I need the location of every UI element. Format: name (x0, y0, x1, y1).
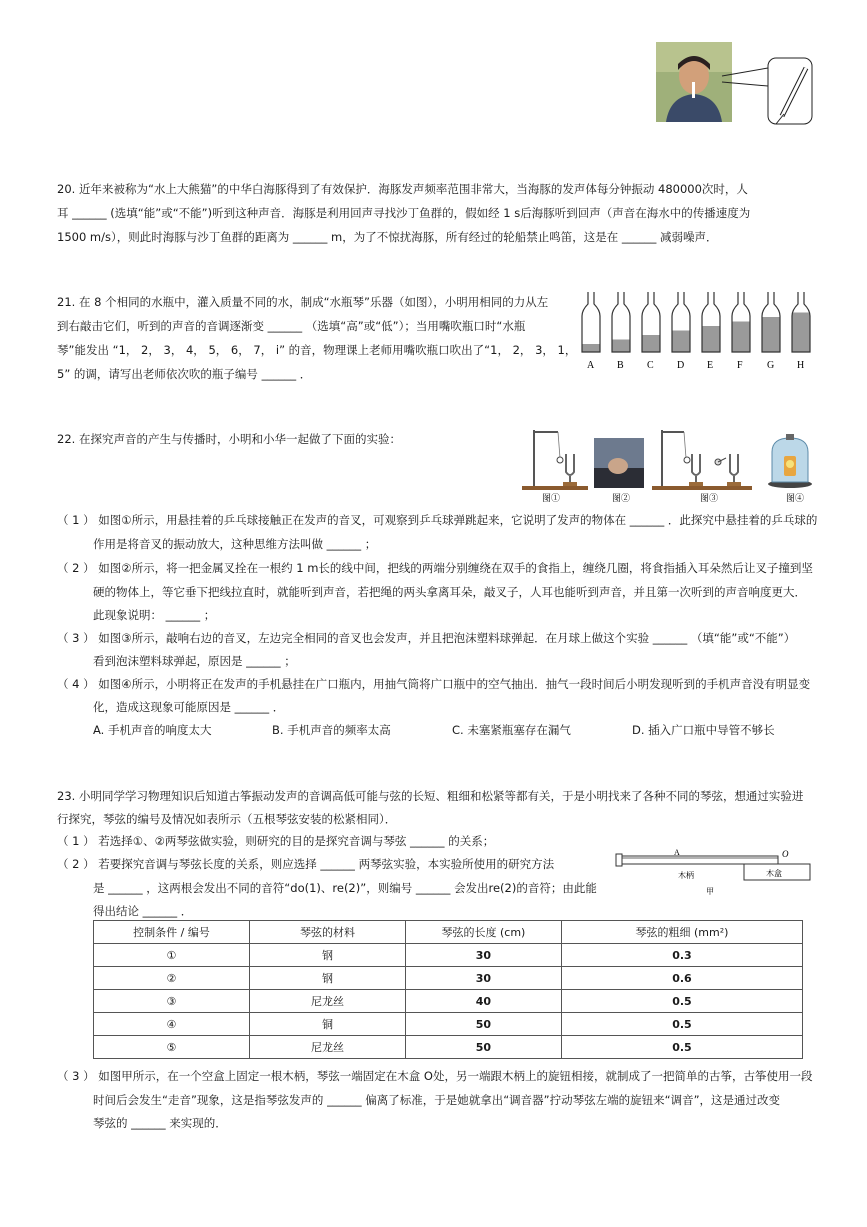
col-header-id: 控制条件 / 编号 (94, 921, 250, 944)
q22-option-a: A. 手机声音的响度太大 (93, 723, 212, 737)
figure-1 (522, 430, 588, 490)
cell-thickness: 0.6 (561, 967, 802, 990)
cell-thickness: 0.3 (561, 944, 802, 967)
cell-thickness: 0.5 (561, 1036, 802, 1059)
bottle-e (702, 292, 720, 371)
q22-part3-line-1: （ 3 ） 如图③所示，敲响右边的音叉，左边完全相同的音叉也会发声，并且把泡沫塑料球弹起．在月球上做这个实验 ______ （填“能”或“不能”） (57, 631, 796, 645)
cell-material: 钢 (249, 944, 405, 967)
cell-length: 50 (405, 1013, 561, 1036)
fig-label-2: 图② (612, 494, 631, 504)
table-row (94, 944, 803, 967)
q23-line-2: 行探究，琴弦的编号及情况如表所示（五根琴弦安装的松紧相同）． (57, 812, 397, 826)
q23-part1: （ 1 ） 若选择①、②两琴弦做实验，则研究的目的是探究音调与琴弦 ______ 的关系； (57, 834, 495, 848)
q20-line-1: 20. 近年来被称为“水上大熊猫”的中华白海豚得到了有效保护．海豚发声频率范围非常大，当海豚的发声体每分钟振动 480000次时，人 (57, 182, 748, 196)
q22-part1-line-1: （ 1 ） 如图①所示，用悬挂着的乒乓球接触正在发声的音叉，可观察到乒乓球弹跳起来，它说明了发声的物体在 ______ ．此探究中悬挂着的乒乓球的 (57, 513, 818, 527)
label-o: O (782, 849, 789, 859)
q20-line-3: 1500 m/s），则此时海豚与沙丁鱼群的距离为 ______ m，为了不惊扰海豚，所有经过的轮船禁止鸣笛，这是在 ______ 减弱噪声． (57, 230, 718, 244)
bottle-label: H (797, 360, 805, 371)
col-header-length: 琴弦的长度 (cm) (405, 921, 561, 944)
q23-part2-line-3: 得出结论 ______ ． (93, 904, 193, 918)
cell-id: ③ (94, 990, 250, 1013)
figure-caption: 甲 (706, 887, 714, 896)
cell-id: ④ (94, 1013, 250, 1036)
fig-label-4: 图④ (786, 494, 805, 504)
cell-id: ② (94, 967, 250, 990)
q21-line-1: 21. 在 8 个相同的水瓶中，灌入质量不同的水，制成“水瓶琴”乐器（如图），小明用相同的力从左 (57, 295, 549, 309)
q23-part2-line-1: （ 2 ） 若要探究音调与琴弦长度的关系，则应选择 ______ 两琴弦实验，本实验所使用的研究方法 (57, 857, 555, 871)
q22-intro: 22. 在探究声音的产生与传播时，小明和小华一起做了下面的实验： (57, 432, 401, 446)
q22-part2-line-3: 此现象说明： ______ ； (93, 608, 216, 622)
cell-length: 50 (405, 1036, 561, 1059)
label-box: 木盒 (766, 869, 782, 878)
fig-label-1: 图① (542, 494, 561, 504)
water-bottles-figure (576, 288, 816, 374)
col-header-thickness: 琴弦的粗细 (mm²) (561, 921, 802, 944)
bottle-label: A (587, 360, 595, 371)
bottle-label: D (677, 360, 685, 371)
bottle-b (612, 292, 630, 371)
cell-length: 30 (405, 967, 561, 990)
q23-part3-line-2: 时间后会发生“走音”现象，这是指琴弦发声的 ______ 偏离了标准，于是她就拿出“调音器”拧动琴弦左端的旋钮来“调音”，这是通过改变 (93, 1093, 781, 1107)
q22-part1-line-2: 作用是将音叉的振动放大，这种思维方法叫做 ______ ； (93, 537, 377, 551)
q23-line-1: 23. 小明同学学习物理知识后知道古筝振动发声的音调高低可能与弦的长短、粗细和松紧等都有关，于是小明找来了各种不同的琴弦，想通过实验进 (57, 789, 804, 803)
bottle-f (732, 292, 750, 371)
table-row (94, 1036, 803, 1059)
q22-option-d: D. 插入广口瓶中导管不够长 (632, 723, 775, 737)
label-a: A (674, 848, 680, 857)
bottle-label: B (617, 360, 624, 371)
cell-id: ⑤ (94, 1036, 250, 1059)
table-row (94, 967, 803, 990)
q22-part4-line-1: （ 4 ） 如图④所示，小明将正在发声的手机悬挂在广口瓶内，用抽气筒将广口瓶中的空气抽出．抽气一段时间后小明发现听到的手机声音没有明显变 (57, 677, 811, 691)
boy-straw-figure (656, 42, 816, 128)
table-row (94, 1013, 803, 1036)
q22-part4-line-2: 化，造成这现象可能原因是 ______ ． (93, 700, 285, 714)
bottle-d (672, 292, 690, 371)
fig-label-3: 图③ (700, 494, 719, 504)
cell-material: 尼龙丝 (249, 990, 405, 1013)
cell-length: 30 (405, 944, 561, 967)
cell-length: 40 (405, 990, 561, 1013)
bottle-g (762, 292, 780, 371)
bottle-a (582, 292, 600, 371)
q21-line-2: 到右敲击它们，听到的声音的音调逐渐变 ______ （选填“高”或“低”）；当用嘴吹瓶口时“水瓶 (57, 319, 526, 333)
bottle-label: F (737, 360, 743, 371)
q21-line-4: 5” 的调，请写出老师依次吹的瓶子编号 ______ ． (57, 367, 312, 381)
table-header-row (94, 921, 803, 944)
figure-3 (652, 430, 752, 490)
figure-2 (594, 438, 644, 488)
bottle-label: G (767, 360, 775, 371)
q22-part2-line-2: 硬的物体上，等它垂下把线拉直时，就能听到声音，若把绳的两头拿离耳朵，敲叉子，人耳也能听到声音，并且第一次听到的声音响度更大． (93, 585, 806, 599)
cell-material: 尼龙丝 (249, 1036, 405, 1059)
q22-experiment-figures (520, 424, 814, 504)
q23-part2-line-2: 是 ______ ，这两根会发出不同的音符“do(1)、re(2)”，则编号 ______ 会发出re(2)的音符；由此能 (93, 881, 597, 895)
q22-part3-line-2: 看到泡沫塑料球弹起，原因是 ______ ； (93, 654, 296, 668)
table-row (94, 990, 803, 1013)
string-table (93, 920, 803, 1059)
bottle-c (642, 292, 660, 371)
q20-line-2: 耳 ______ (选填“能”或“不能”)听到这种声音．海豚是利用回声寻找沙丁鱼群的，假如经 1 s后海豚听到回声（声音在海水中的传播速度为 (57, 206, 751, 220)
q21-line-3: 琴”能发出 “1， 2， 3， 4， 5， 6， 7， i” 的音，物理课上老师用嘴吹瓶口吹出了“1， 2， 3， 1， (57, 343, 577, 357)
guzheng-figure-jia (612, 846, 812, 898)
cell-id: ① (94, 944, 250, 967)
figure-4 (768, 434, 812, 488)
q22-part2-line-1: （ 2 ） 如图②所示，将一把金属叉拴在一根约 1 m长的线中间，把线的两端分别缠绕在双手的食指上，缠绕几圈，将食指插入耳朵然后让叉子撞到坚 (57, 561, 813, 575)
q23-part3-line-3: 琴弦的 ______ 来实现的． (93, 1116, 227, 1130)
bottle-label: E (707, 360, 714, 371)
q22-option-b: B. 手机声音的频率太高 (272, 723, 391, 737)
cell-thickness: 0.5 (561, 1013, 802, 1036)
q23-part3-line-1: （ 3 ） 如图甲所示，在一个空盒上固定一根木柄，琴弦一端固定在木盒 O处，另一端跟木柄上的旋钮相接，就制成了一把简单的古筝，古筝使用一段 (57, 1069, 813, 1083)
bottle-label: C (647, 360, 654, 371)
cell-material: 钢 (249, 967, 405, 990)
cell-thickness: 0.5 (561, 990, 802, 1013)
label-handle: 木柄 (678, 871, 694, 880)
col-header-material: 琴弦的材料 (249, 921, 405, 944)
q22-option-c: C. 未塞紧瓶塞存在漏气 (452, 723, 571, 737)
cell-material: 铜 (249, 1013, 405, 1036)
bottle-h (792, 292, 810, 371)
